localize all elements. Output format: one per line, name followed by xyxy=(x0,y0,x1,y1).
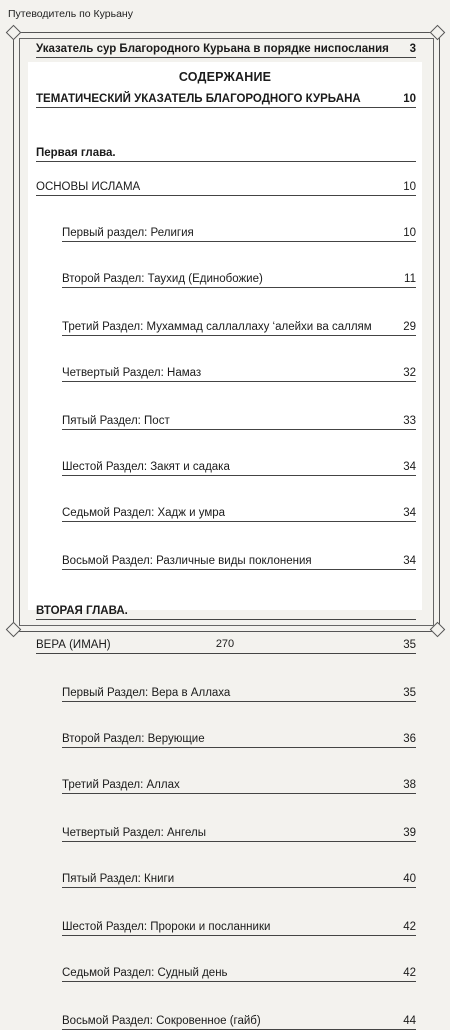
toc-entry-title: Седьмой Раздел: Судный день xyxy=(62,967,228,979)
toc-entry-page: 33 xyxy=(403,415,416,427)
toc-entry-underline xyxy=(36,57,416,58)
toc-entry-underline xyxy=(62,747,416,748)
toc-entry-page: 39 xyxy=(403,827,416,839)
toc-entry-title: Указатель сур Благородного Курьана в порядке ниспослания xyxy=(36,43,389,55)
toc-entry-underline xyxy=(36,107,416,108)
toc-entry-underline xyxy=(62,381,416,382)
toc-entry-underline xyxy=(62,569,416,570)
running-head: Путеводитель по Курьану xyxy=(8,8,133,20)
toc-entry-underline xyxy=(62,935,416,936)
toc-entry-page: 36 xyxy=(403,733,416,745)
toc-entry-title: Первая глава. xyxy=(36,147,116,159)
toc-entry-page: 42 xyxy=(403,967,416,979)
toc-entry-title: Восьмой Раздел: Сокровенное (гайб) xyxy=(62,1015,261,1027)
toc-entry-underline xyxy=(36,195,416,196)
toc-entry-title: ОСНОВЫ ИСЛАМА xyxy=(36,181,141,193)
toc-entry-underline xyxy=(62,287,416,288)
toc-entry-title: Третий Раздел: Аллах xyxy=(62,779,180,791)
toc-entry-title: Второй Раздел: Таухид (Единобожие) xyxy=(62,273,263,285)
toc-entry-underline xyxy=(62,887,416,888)
toc-entry-page: 40 xyxy=(403,873,416,885)
toc-entry-page: 35 xyxy=(403,639,416,651)
toc-entry-page: 35 xyxy=(403,687,416,699)
toc-entry-page: 44 xyxy=(403,1015,416,1027)
toc-entry-page: 29 xyxy=(403,321,416,333)
toc-entry-page: 34 xyxy=(403,507,416,519)
toc-entry-underline xyxy=(62,521,416,522)
toc-entry-title: ВТОРАЯ ГЛАВА. xyxy=(36,605,128,617)
toc-entry-page: 42 xyxy=(403,921,416,933)
toc-entry-title: Первый раздел: Религия xyxy=(62,227,194,239)
toc-entry-underline xyxy=(62,429,416,430)
toc-entry-underline xyxy=(62,841,416,842)
toc-entry-page: 11 xyxy=(404,273,416,285)
toc-entry-underline xyxy=(62,793,416,794)
toc-entry-underline xyxy=(62,335,416,336)
toc-entry-page: 10 xyxy=(403,93,416,105)
toc-entry-title: Четвертый Раздел: Намаз xyxy=(62,367,202,379)
toc-entry-title: Четвертый Раздел: Ангелы xyxy=(62,827,206,839)
toc-entry-page: 10 xyxy=(403,227,416,239)
toc-entry-title: Третий Раздел: Мухаммад саллаллаху ‘алейхи ва саллям xyxy=(62,321,372,333)
toc-entry-underline xyxy=(62,241,416,242)
toc-entry-underline xyxy=(36,619,416,620)
toc-entry-title: Пятый Раздел: Пост xyxy=(62,415,170,427)
page-number: 270 xyxy=(215,638,235,650)
toc-entry-page: 10 xyxy=(403,181,416,193)
toc-entry-title: Восьмой Раздел: Различные виды поклонения xyxy=(62,555,312,567)
toc-entry-page: 32 xyxy=(403,367,416,379)
toc-entry-title: Шестой Раздел: Пророки и посланники xyxy=(62,921,271,933)
toc-entry-page: 34 xyxy=(403,555,416,567)
toc-entry-title: Седьмой Раздел: Хадж и умра xyxy=(62,507,226,519)
toc-entry-title: ТЕМАТИЧЕСКИЙ УКАЗАТЕЛЬ БЛАГОРОДНОГО КУРЬАНА xyxy=(36,93,361,105)
toc-entry-underline xyxy=(62,981,416,982)
toc-entry-page: 3 xyxy=(409,43,416,55)
toc-title: СОДЕРЖАНИЕ xyxy=(178,70,272,84)
toc-entry-title: Пятый Раздел: Книги xyxy=(62,873,175,885)
toc-entry-title: Первый Раздел: Вера в Аллаха xyxy=(62,687,231,699)
toc-entry-title: Шестой Раздел: Закят и садака xyxy=(62,461,230,473)
toc-entry-title: Второй Раздел: Верующие xyxy=(62,733,205,745)
toc-entry-page: 34 xyxy=(403,461,416,473)
toc-entry-underline xyxy=(36,653,416,654)
toc-entry-title: ВЕРА (ИМАН) xyxy=(36,639,111,651)
toc-entry-page: 38 xyxy=(403,779,416,791)
toc-entry-underline xyxy=(36,161,416,162)
toc-entry-underline xyxy=(62,701,416,702)
toc-entry-underline xyxy=(62,475,416,476)
